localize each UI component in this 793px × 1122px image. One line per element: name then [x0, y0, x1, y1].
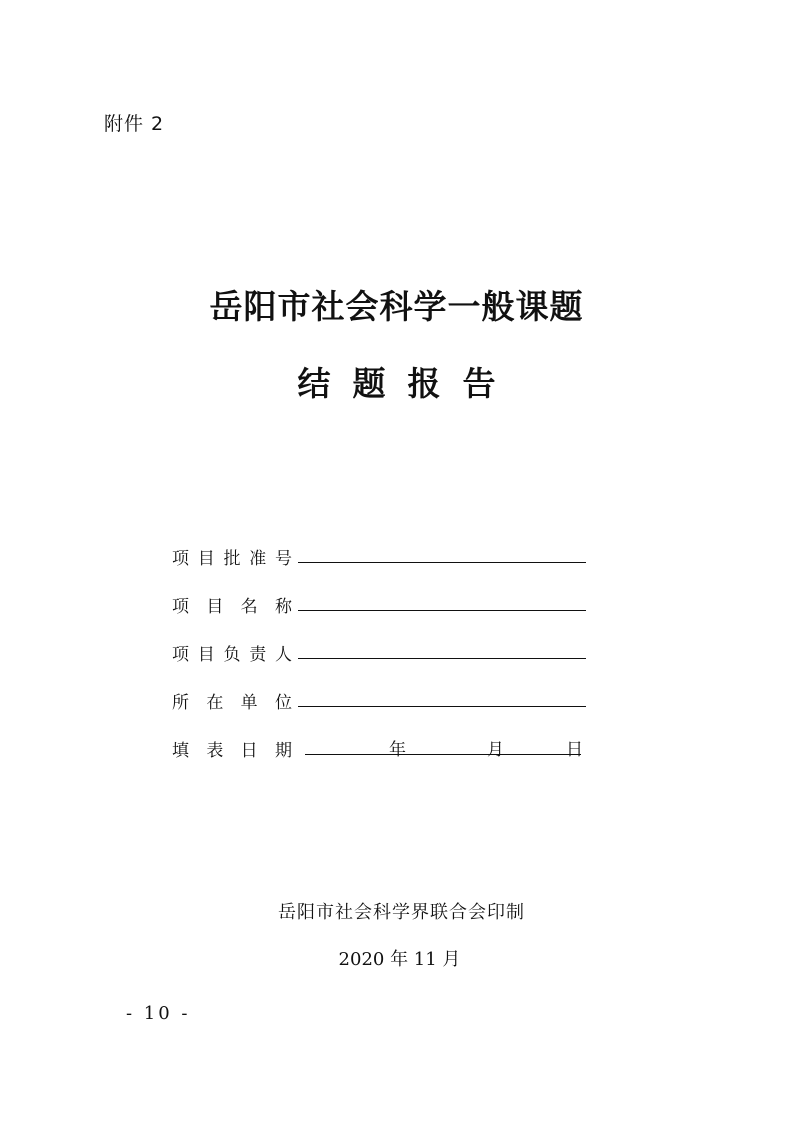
label-char: 号	[275, 549, 292, 569]
date-day-label: 日	[566, 740, 583, 760]
date-year-label: 年	[389, 740, 406, 760]
report-subtitle: 结题报告	[297, 364, 518, 403]
label-char: 称	[274, 597, 292, 617]
form-label-affiliation	[172, 688, 292, 713]
label-char: 期	[274, 741, 292, 761]
label-char: 责	[249, 645, 267, 665]
label-char: 目	[206, 597, 224, 617]
label-char: 目	[197, 549, 215, 569]
label-char: 项	[172, 549, 189, 569]
affiliation-field[interactable]	[298, 706, 586, 707]
form-label-fill-date	[172, 736, 292, 761]
form-row-fill-date	[172, 732, 592, 780]
label-char: 项	[172, 597, 189, 617]
label-char: 项	[172, 645, 189, 665]
label-char: 负	[223, 645, 241, 665]
label-char: 在	[206, 693, 224, 713]
form-label-approval-number	[172, 544, 292, 569]
date-month-label: 月	[487, 740, 504, 760]
label-char: 位	[274, 693, 292, 713]
attachment-label: 附件 2	[104, 113, 165, 135]
project-leader-field[interactable]	[298, 658, 586, 659]
form-row-affiliation	[172, 684, 592, 732]
report-title: 岳阳市社会科学一般课题	[209, 287, 584, 326]
label-char: 日	[240, 741, 258, 761]
publish-date: 2020 年 11 月	[338, 949, 461, 970]
form-row-approval-number	[172, 540, 592, 588]
label-char: 填	[172, 741, 189, 761]
label-char: 所	[172, 693, 189, 713]
label-char: 名	[240, 597, 258, 617]
cover-form	[172, 540, 592, 780]
project-name-field[interactable]	[298, 610, 586, 611]
label-char: 人	[275, 645, 292, 665]
label-char: 表	[206, 741, 224, 761]
form-row-project-leader	[172, 636, 592, 684]
label-char: 单	[240, 693, 258, 713]
publisher-line: 岳阳市社会科学界联合会印制	[278, 902, 525, 923]
form-label-project-name	[172, 592, 292, 617]
form-row-project-name	[172, 588, 592, 636]
approval-number-field[interactable]	[298, 562, 586, 563]
label-char: 目	[197, 645, 215, 665]
fill-date-field[interactable]	[305, 754, 581, 755]
label-char: 批	[223, 549, 241, 569]
page-number: - 10 -	[126, 1003, 191, 1024]
label-char: 准	[249, 549, 267, 569]
form-label-project-leader	[172, 640, 292, 665]
